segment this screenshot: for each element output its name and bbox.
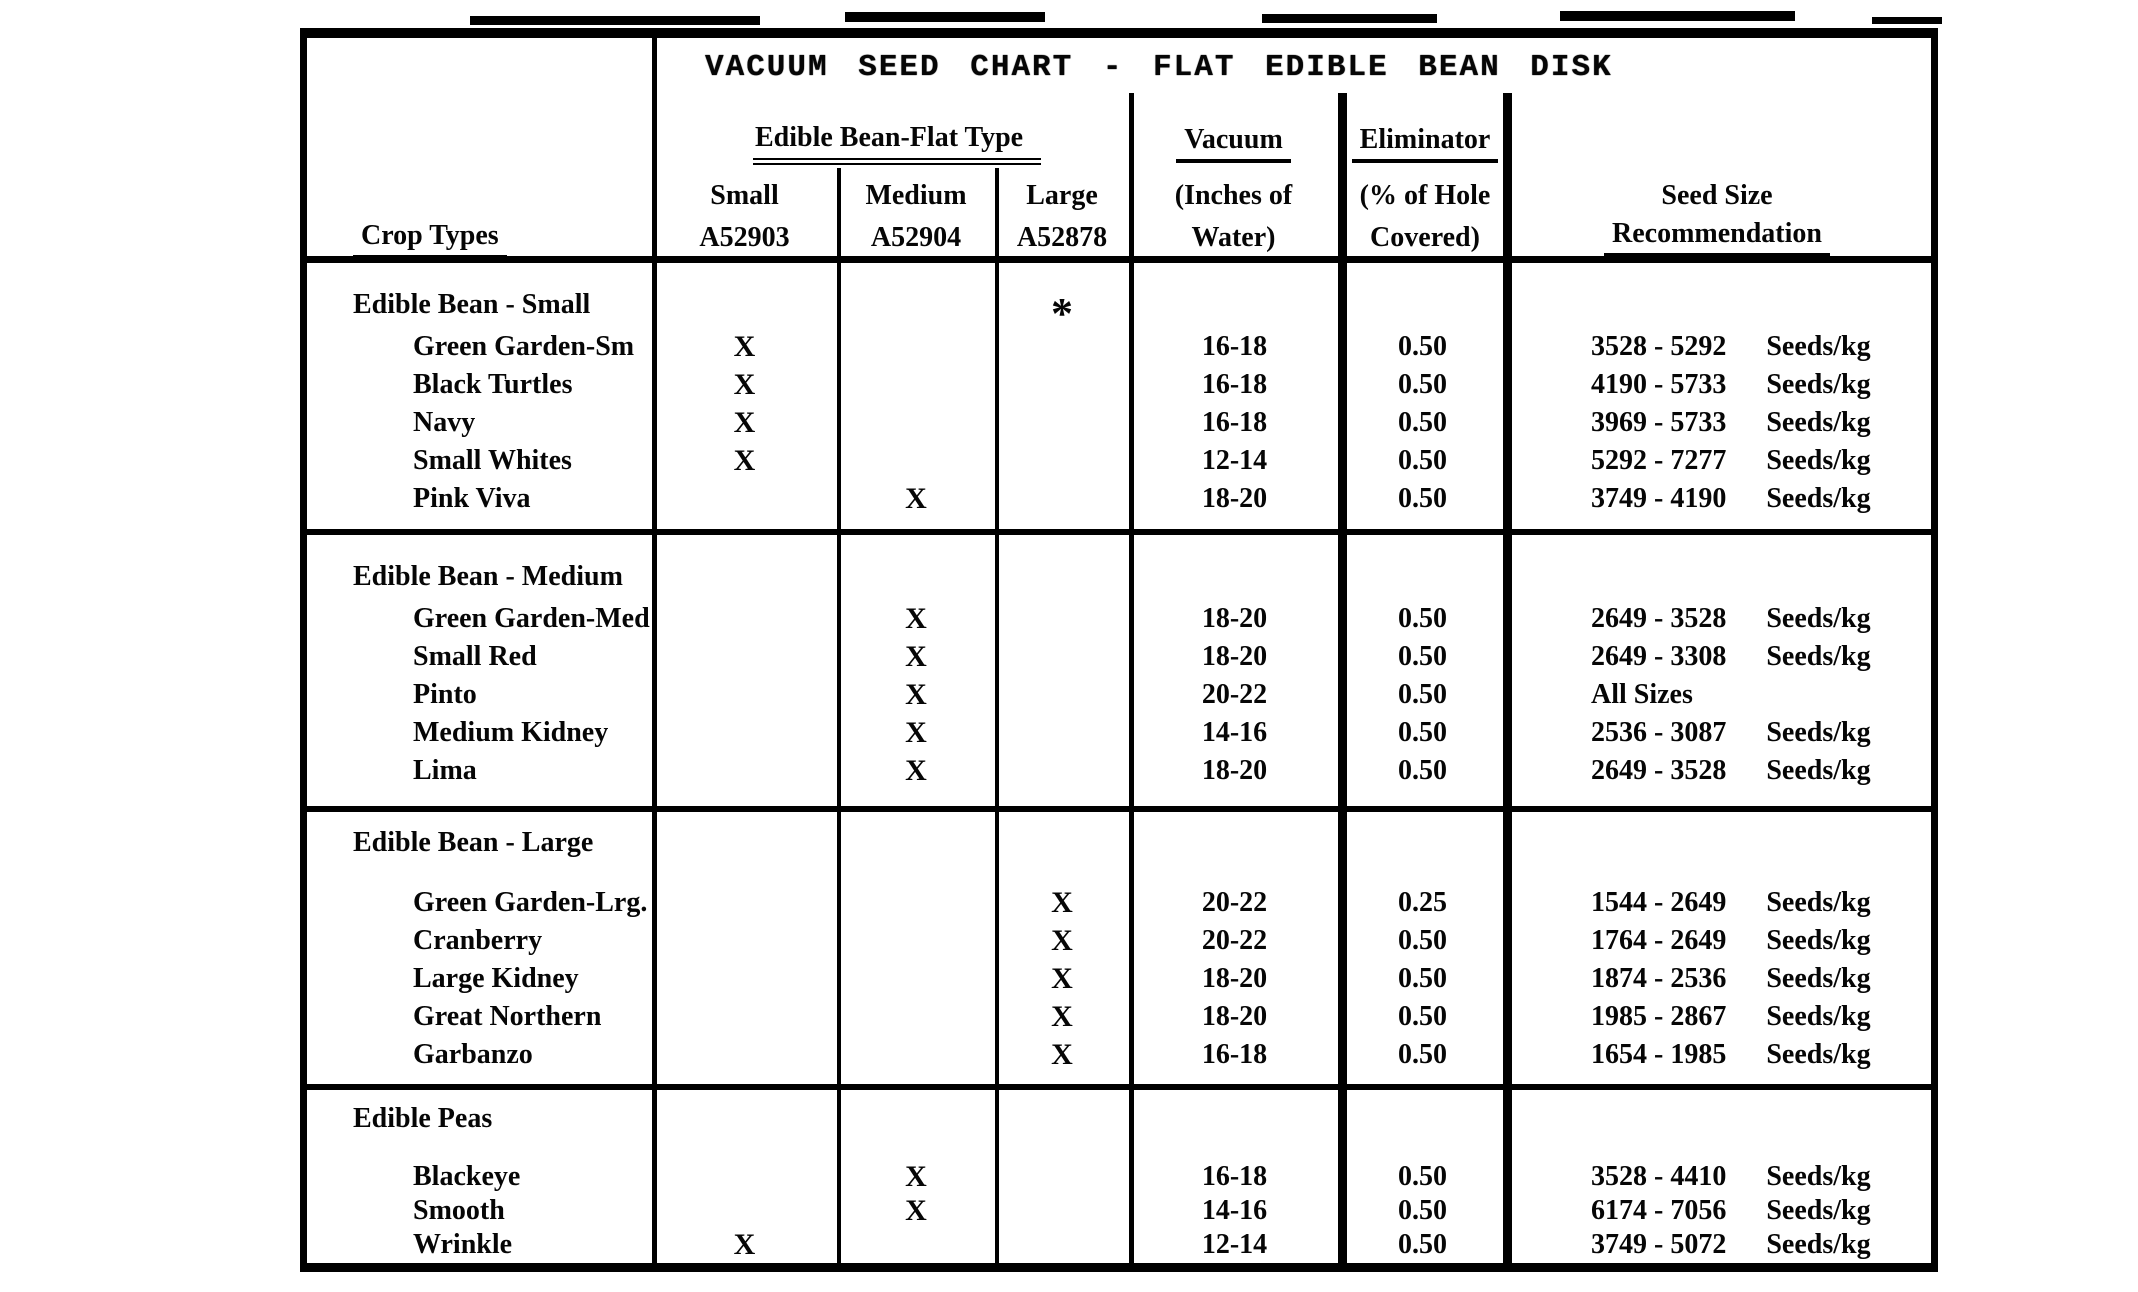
- disk-code-medium: A52904: [870, 222, 962, 253]
- crop-name: Pink Viva: [413, 483, 531, 514]
- seed-range: 3749 - 5072: [1591, 1229, 1727, 1260]
- seed-unit: Seeds/kg: [1766, 755, 1871, 786]
- column-header-large: Large: [1026, 180, 1098, 211]
- scan-artifact: [1872, 17, 1942, 24]
- seed-size-cell: [1505, 1039, 1931, 1071]
- crop-name: Smooth: [413, 1195, 505, 1226]
- eliminator-value: 0.50: [1398, 755, 1447, 786]
- table-row: [307, 366, 1931, 404]
- mark-medium: X: [905, 1160, 927, 1193]
- seed-unit: Seeds/kg: [1766, 1039, 1871, 1070]
- seed-size-cell: [1505, 887, 1931, 919]
- vacuum-value: 12-14: [1201, 445, 1268, 476]
- table-row: [307, 404, 1931, 442]
- mark-medium: X: [905, 716, 927, 749]
- vacuum-value: 16-18: [1201, 407, 1268, 438]
- seed-unit: Seeds/kg: [1766, 483, 1871, 514]
- crop-name: Great Northern: [413, 1001, 602, 1032]
- table-row: [307, 998, 1931, 1036]
- section-title: Edible Bean - Large: [353, 827, 594, 858]
- column-header-seed-size: Seed Size: [1661, 180, 1773, 211]
- vacuum-value: 18-20: [1201, 641, 1268, 672]
- table-row: [307, 1036, 1931, 1074]
- section-edible-bean-medium: [307, 554, 1931, 790]
- column-header-crop-types: Crop Types: [307, 220, 698, 259]
- seed-size-cell: [1505, 369, 1931, 401]
- seed-unit: Seeds/kg: [1766, 641, 1871, 672]
- crop-name: Blackeye: [413, 1161, 521, 1192]
- mark-small: X: [733, 406, 756, 439]
- column-header-medium: Medium: [865, 180, 967, 211]
- seed-unit: Seeds/kg: [1766, 445, 1871, 476]
- eliminator-value: 0.50: [1398, 1039, 1447, 1070]
- seed-range: 1544 - 2649: [1591, 887, 1727, 918]
- seed-range: All Sizes: [1591, 679, 1693, 710]
- table-row: [307, 1228, 1931, 1262]
- table-row: [307, 922, 1931, 960]
- seed-range: 1654 - 1985: [1591, 1039, 1727, 1070]
- section-title: Edible Bean - Small: [353, 289, 591, 320]
- vacuum-value: 16-18: [1201, 331, 1268, 362]
- eliminator-value: 0.50: [1398, 603, 1447, 634]
- table-row: [307, 884, 1931, 922]
- seed-range: 1764 - 2649: [1591, 925, 1727, 956]
- eliminator-value: 0.50: [1398, 483, 1447, 514]
- vacuum-value: 16-18: [1201, 1161, 1268, 1192]
- vacuum-value: 20-22: [1201, 925, 1268, 956]
- seed-range: 6174 - 7056: [1591, 1195, 1727, 1226]
- vacuum-value: 18-20: [1201, 483, 1268, 514]
- column-header-vacuum: Vacuum: [1129, 124, 1338, 163]
- seed-range: 1874 - 2536: [1591, 963, 1727, 994]
- crop-name: Lima: [413, 755, 477, 786]
- mark-large: X: [1051, 924, 1073, 957]
- seed-range: 3969 - 5733: [1591, 407, 1727, 438]
- seed-size-cell: [1505, 1161, 1931, 1193]
- seed-range: 5292 - 7277: [1591, 445, 1727, 476]
- seed-unit: Seeds/kg: [1766, 887, 1871, 918]
- seed-chart-table: [300, 28, 1938, 1272]
- seed-size-cell: [1505, 445, 1931, 477]
- crop-name: Cranberry: [413, 925, 543, 956]
- seed-unit: Seeds/kg: [1766, 1161, 1871, 1192]
- table-row: [307, 442, 1931, 480]
- disk-code-large: A52878: [1016, 222, 1108, 253]
- seed-range: 3528 - 4410: [1591, 1161, 1727, 1192]
- section-divider: [307, 529, 1931, 535]
- seed-range: 4190 - 5733: [1591, 369, 1727, 400]
- column-group-bean-flat-type: [753, 122, 1041, 165]
- column-header-recommendation: Recommendation: [1503, 218, 1931, 257]
- seed-range: 1985 - 2867: [1591, 1001, 1727, 1032]
- seed-size-cell: [1505, 331, 1931, 363]
- table-row: [307, 638, 1931, 676]
- crop-name: Large Kidney: [413, 963, 579, 994]
- scan-artifact: [1262, 14, 1437, 23]
- seed-size-cell: [1505, 679, 1931, 711]
- scan-artifact: [845, 12, 1045, 22]
- crop-name: Green Garden-Med: [413, 603, 650, 634]
- section-header-row: [307, 282, 1931, 338]
- eliminator-value: 0.50: [1398, 963, 1447, 994]
- seed-range: 3749 - 4190: [1591, 483, 1727, 514]
- mark-large: X: [1051, 1000, 1073, 1033]
- seed-unit: Seeds/kg: [1766, 369, 1871, 400]
- crop-name: Small Red: [413, 641, 537, 672]
- mark-medium: X: [905, 1194, 927, 1227]
- crop-name: Black Turtles: [413, 369, 573, 400]
- mark-large: X: [1051, 1038, 1073, 1071]
- vacuum-value: 16-18: [1201, 369, 1268, 400]
- mark-small: X: [733, 444, 756, 477]
- section-header-row: [307, 1098, 1931, 1140]
- seed-unit: Seeds/kg: [1766, 1229, 1871, 1260]
- crop-name: Green Garden-Sm: [413, 331, 635, 362]
- disk-code-small: A52903: [699, 222, 790, 253]
- table-row: [307, 1160, 1931, 1194]
- section-header-row: [307, 820, 1931, 866]
- seed-size-cell: [1505, 963, 1931, 995]
- eliminator-value: 0.50: [1398, 445, 1447, 476]
- section-edible-bean-large: [307, 820, 1931, 1074]
- seed-unit: Seeds/kg: [1766, 717, 1871, 748]
- seed-unit: Seeds/kg: [1766, 925, 1871, 956]
- asterisk-mark: *: [1051, 289, 1073, 338]
- seed-size-cell: [1505, 755, 1931, 787]
- table-row: [307, 1194, 1931, 1228]
- mark-small: X: [733, 368, 756, 401]
- eliminator-value: 0.50: [1398, 369, 1447, 400]
- crop-name: Green Garden-Lrg.: [413, 887, 648, 918]
- column-header-eliminator: Eliminator: [1347, 124, 1503, 163]
- seed-size-cell: [1505, 925, 1931, 957]
- seed-unit: Seeds/kg: [1766, 1001, 1871, 1032]
- crop-name: Pinto: [413, 679, 477, 710]
- eliminator-value: 0.25: [1398, 887, 1447, 918]
- crop-name: Garbanzo: [413, 1039, 533, 1070]
- vacuum-value: 16-18: [1201, 1039, 1268, 1070]
- vacuum-value: 18-20: [1201, 755, 1268, 786]
- table-row: [307, 480, 1931, 518]
- eliminator-value: 0.50: [1398, 1229, 1447, 1260]
- section-title: Edible Bean - Medium: [353, 561, 623, 592]
- mark-large: X: [1051, 962, 1073, 995]
- table-row: [307, 960, 1931, 998]
- seed-unit: Seeds/kg: [1766, 963, 1871, 994]
- seed-range: 2536 - 3087: [1591, 717, 1727, 748]
- mark-medium: X: [905, 640, 927, 673]
- mark-small: X: [733, 1228, 756, 1261]
- vacuum-value: 20-22: [1201, 679, 1268, 710]
- seed-unit: Seeds/kg: [1766, 407, 1871, 438]
- seed-range: 3528 - 5292: [1591, 331, 1727, 362]
- seed-unit: Seeds/kg: [1766, 331, 1871, 362]
- bean-flat-type-label: Edible Bean-Flat Type: [753, 122, 1041, 165]
- mark-small: X: [733, 330, 756, 363]
- column-header-eliminator-sub1: (% of Hole: [1359, 180, 1491, 211]
- crop-name: Wrinkle: [413, 1229, 513, 1260]
- vacuum-value: 14-16: [1201, 1195, 1268, 1226]
- section-edible-peas: [307, 1098, 1931, 1262]
- table-row: [307, 600, 1931, 638]
- crop-name: Small Whites: [413, 445, 572, 476]
- mark-medium: X: [905, 602, 927, 635]
- vacuum-value: 18-20: [1201, 603, 1268, 634]
- eliminator-value: 0.50: [1398, 331, 1447, 362]
- seed-size-cell: [1505, 1195, 1931, 1227]
- seed-size-cell: [1505, 717, 1931, 749]
- seed-unit: Seeds/kg: [1766, 603, 1871, 634]
- mark-medium: X: [905, 754, 927, 787]
- seed-size-cell: [1505, 1229, 1931, 1261]
- column-header-small: Small: [710, 180, 779, 211]
- eliminator-value: 0.50: [1398, 1195, 1447, 1226]
- seed-size-cell: [1505, 603, 1931, 635]
- seed-unit: Seeds/kg: [1766, 1195, 1871, 1226]
- mark-medium: X: [905, 482, 927, 515]
- scan-artifact: [470, 16, 760, 25]
- eliminator-value: 0.50: [1398, 1161, 1447, 1192]
- seed-size-cell: [1505, 1001, 1931, 1033]
- mark-medium: X: [905, 678, 927, 711]
- table-row: [307, 676, 1931, 714]
- eliminator-value: 0.50: [1398, 1001, 1447, 1032]
- vacuum-value: 12-14: [1201, 1229, 1268, 1260]
- column-header-eliminator-sub2: Covered): [1370, 222, 1480, 253]
- section-divider: [307, 1084, 1931, 1090]
- mark-large: X: [1051, 886, 1073, 919]
- eliminator-value: 0.50: [1398, 679, 1447, 710]
- section-edible-bean-small: [307, 282, 1931, 518]
- section-divider: [307, 806, 1931, 812]
- eliminator-value: 0.50: [1398, 407, 1447, 438]
- vacuum-value: 18-20: [1201, 1001, 1268, 1032]
- crop-name: Medium Kidney: [413, 717, 609, 748]
- vacuum-value: 18-20: [1201, 963, 1268, 994]
- seed-range: 2649 - 3528: [1591, 603, 1727, 634]
- chart-title: VACUUM SEED CHART - FLAT EDIBLE BEAN DISK: [705, 50, 1613, 85]
- seed-size-cell: [1505, 407, 1931, 439]
- eliminator-value: 0.50: [1398, 717, 1447, 748]
- scan-artifact: [1560, 11, 1795, 21]
- eliminator-value: 0.50: [1398, 925, 1447, 956]
- section-header-row: [307, 554, 1931, 600]
- table-row: [307, 714, 1931, 752]
- vacuum-value: 14-16: [1201, 717, 1268, 748]
- seed-range: 2649 - 3528: [1591, 755, 1727, 786]
- vacuum-value: 20-22: [1201, 887, 1268, 918]
- eliminator-value: 0.50: [1398, 641, 1447, 672]
- section-title: Edible Peas: [353, 1103, 493, 1134]
- crop-name: Navy: [413, 407, 476, 438]
- seed-range: 2649 - 3308: [1591, 641, 1727, 672]
- seed-size-cell: [1505, 483, 1931, 515]
- column-header-vacuum-sub1: (Inches of: [1174, 180, 1293, 211]
- table-row: [307, 752, 1931, 790]
- column-header-vacuum-sub2: Water): [1191, 222, 1276, 253]
- seed-size-cell: [1505, 641, 1931, 673]
